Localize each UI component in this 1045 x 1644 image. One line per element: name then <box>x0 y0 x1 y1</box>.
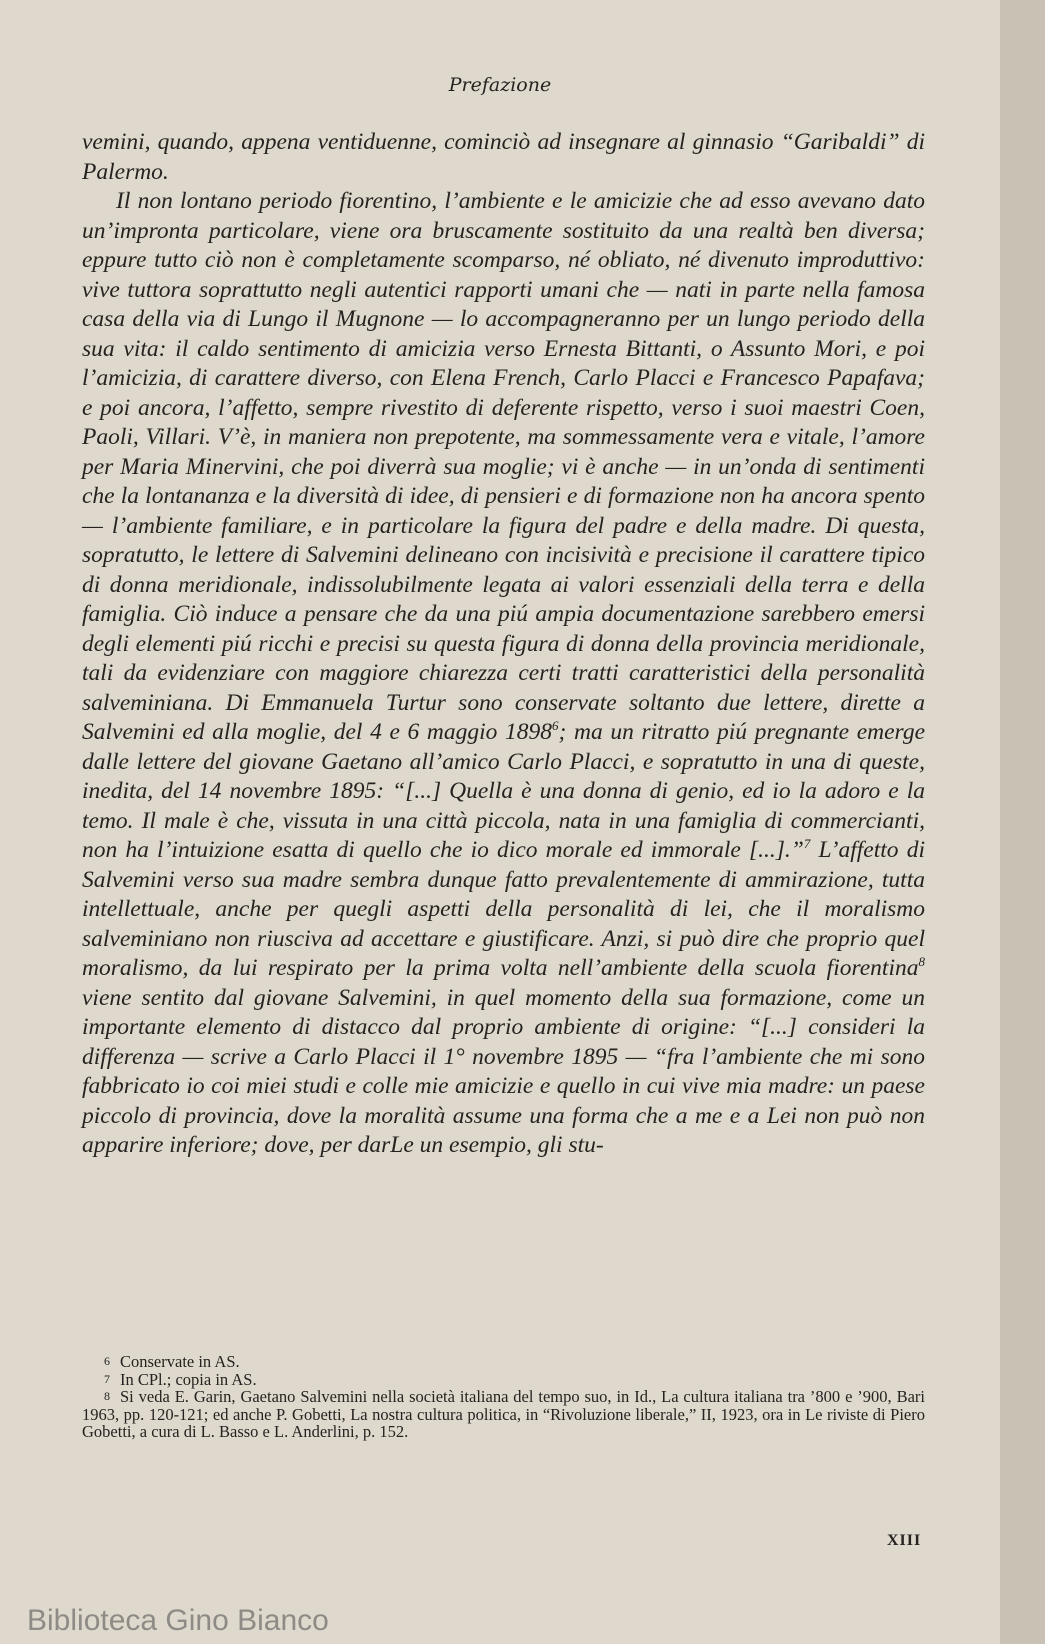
note-ref-8: 8 <box>918 954 925 970</box>
paragraph-2-cont-3: viene sentito dal giovane Salvemini, in quel momento della sua formazione, come un importante elemento di distacco dal proprio ambiente di origine: “[...] consideri la differenza — scrive a Carlo Placci il 1° novembre 1895 — “fra l’ambiente che mi sono fabbricato io coi miei studi e colle mie amicizie e quello in cui vive mia madre: un paese piccolo di provincia, dove la moralità assume una forma che a me e a Lei non può non apparire inferiore; dove, per darLe un esempio, gli stu- <box>82 984 925 1158</box>
footnote-6 <box>82 1353 925 1371</box>
main-text <box>82 128 925 1161</box>
page-edge <box>1000 0 1045 1644</box>
footnote-text: Si veda E. Garin, Gaetano Salvemini nella società italiana del tempo suo, in Id., La cultura italiana tra ’800 e ’900, Bari 1963, pp. 120-121; ed anche P. Gobetti, La nostra cultura politica, in “Rivoluzione liberale,” II, 1923, ora in Le riviste di Piero Gobetti, a cura di L. Basso e L. Anderlini, p. 152. <box>82 1387 925 1441</box>
footnote-number: 6 <box>104 1354 110 1368</box>
page-number: XIII <box>887 1532 922 1549</box>
running-head: Prefazione <box>448 74 552 96</box>
footnote-number: 7 <box>104 1371 110 1386</box>
paragraph-2-cont-1: ; ma un ritratto piú pregnante emerge dalle lettere del giovane Gaetano all’amico Carlo Placci, e sopratutto in una di queste, inedita, del 14 novembre 1895: “[...] Quella è una donna di genio, ed io la adoro e la temo. Il male è che, vissuta in una città piccola, nata in una famiglia di commercianti, non ha l’intuizione esatta di quello che io dico morale ed immorale [...].” <box>82 719 925 863</box>
footnote-8 <box>82 1388 925 1441</box>
paragraph-1: vemini, quando, appena ventiduenne, cominciò ad insegnare al ginnasio “Garibaldi” di Palermo. <box>82 129 925 185</box>
footnotes <box>82 1353 925 1441</box>
watermark: Biblioteca Gino Bianco <box>27 1604 329 1637</box>
footnote-7 <box>82 1371 925 1389</box>
paragraph-2-text: Il non lontano periodo fiorentino, l’ambiente e le amicizie che ad esso avevano dato un’impronta particolare, viene ora bruscamente sostituito da una realtà ben diversa; eppure tutto ciò non è completamente scomparso, né obliato, né divenuto improduttivo: vive tuttora soprattutto negli autentici rapporti umani che — nati in parte nella famosa casa della via di Lungo il Mugnone — lo accompagneranno per un lungo periodo della sua vita: il caldo sentimento di amicizia verso Ernesta Bittanti, o Assunto Mori, e poi l’amicizia, di carattere diverso, con Elena French, Carlo Placci e Francesco Papafava; e poi ancora, l’affetto, sempre rivestito di deferente rispetto, verso i suoi maestri Coen, Paoli, Villari. V’è, in maniera non prepotente, ma sommessamente vera e vitale, l’amore per Maria Minervini, che poi diverrà sua moglie; vi è anche — in un’onda di sentimenti che la lontananza e la diversità di idee, di pensieri e di formazione non ha ancora spento — l’ambiente familiare, e in particolare la figura del padre e della madre. Di questa, sopratutto, le lettere di Salvemini delineano con incisività e precisione il carattere tipico di donna meridionale, indissolubilmente legata ai valori essenziali della terra e della famiglia. Ciò induce a pensare che da una piú ampia documentazione sarebbero emersi degli elementi piú ricchi e precisi su questa figura di donna della provincia meridionale, tali da evidenziare con maggiore chiarezza certi tratti caratteristici della personalità salveminiana. Di Emmanuela Turtur sono conservate soltanto due lettere, dirette a Salvemini ed alla moglie, del 4 e 6 maggio 1898 <box>82 188 925 745</box>
footnote-number: 8 <box>104 1389 110 1403</box>
paragraph-2-cont-2: L’affetto di Salvemini verso sua madre sembra dunque fatto prevalentemente di ammirazione, tutta intellettuale, anche per quegli aspetti della personalità di lei, che il moralismo salveminiano non riusciva ad accettare e giustificare. Anzi, si può dire che proprio quel moralismo, da lui respirato per la prima volta nell’ambiente della scuola fiorentina <box>82 837 925 981</box>
footnote-text: In CPl.; copia in AS. <box>120 1369 257 1389</box>
paragraph-2 <box>82 187 925 1161</box>
note-ref-7: 7 <box>803 836 811 852</box>
footnote-text: Conservate in AS. <box>120 1352 240 1371</box>
note-ref-6: 6 <box>552 718 559 734</box>
